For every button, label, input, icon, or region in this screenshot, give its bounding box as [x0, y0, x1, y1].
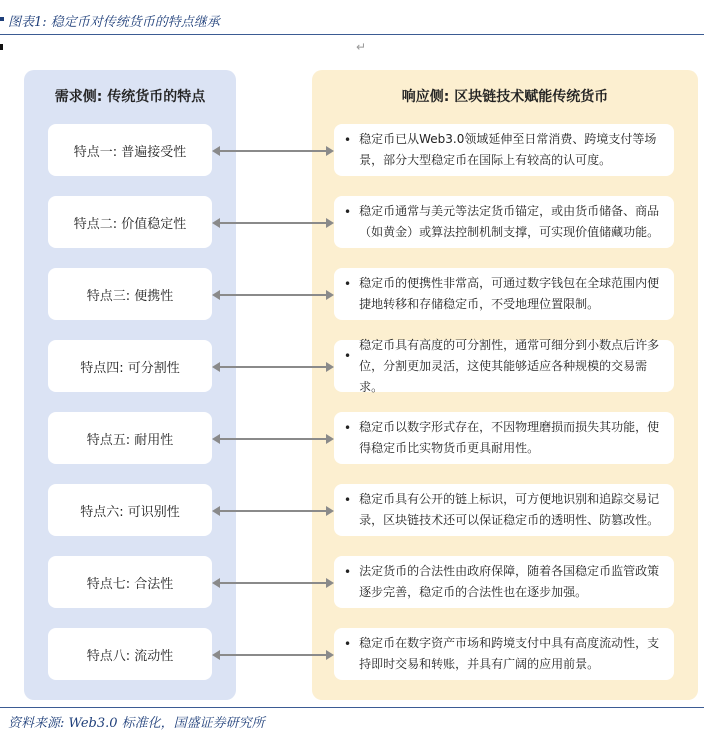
double-arrow [212, 433, 334, 445]
description-box [334, 337, 674, 394]
feature-box: 特点一: 普遍接受性 [48, 124, 212, 176]
double-arrow [212, 361, 334, 373]
feature-box: 特点七: 合法性 [48, 556, 212, 608]
double-arrow [212, 289, 334, 301]
description-box [334, 124, 674, 176]
double-arrow [212, 577, 334, 589]
top-rule [0, 34, 704, 35]
description-box [334, 628, 674, 680]
bullet-icon: • [344, 205, 352, 219]
description-box [334, 484, 674, 536]
bullet-icon: • [344, 565, 352, 579]
bullet-icon: • [344, 277, 352, 291]
description-text: 法定货币的合法性由政府保障，随着各国稳定币监管政策逐步完善，稳定币的合法性也在逐步加强。 [359, 564, 660, 599]
response-side-title: 响应侧: 区块链技术赋能传统货币 [401, 89, 609, 105]
margin-mark [0, 44, 3, 50]
bullet-icon: • [344, 493, 352, 507]
feature-box: 特点四: 可分割性 [48, 340, 212, 392]
bullet-icon: • [344, 349, 352, 363]
demand-side-title: 需求侧: 传统货币的特点 [54, 89, 206, 105]
feature-box: 特点三: 便携性 [48, 268, 212, 320]
feature-box: 特点五: 耐用性 [48, 412, 212, 464]
description-text: 稳定币通常与美元等法定货币锚定，或由货币储备、商品（如黄金）或算法控制机制支撑，可实现价值储藏功能。 [359, 204, 660, 239]
description-text: 稳定币以数字形式存在，不因物理磨损而损失其功能，使得稳定币比实物货币更具耐用性。 [359, 420, 660, 455]
description-text: 稳定币在数字资产市场和跨境支付中具有高度流动性，支持即时交易和转账，并具有广阔的应用前景。 [359, 636, 660, 671]
double-arrow [212, 217, 334, 229]
footer-rule [0, 707, 704, 708]
bullet-icon: • [344, 637, 352, 651]
double-arrow [212, 145, 334, 157]
description-box [334, 412, 674, 464]
description-text: 稳定币具有公开的链上标识，可方便地识别和追踪交易记录，区块链技术还可以保证稳定币的透明性、防篡改性。 [359, 492, 660, 527]
feature-box: 特点六: 可识别性 [48, 484, 212, 536]
description-text: 稳定币已从Web3.0领域延伸至日常消费、跨境支付等场景，部分大型稳定币在国际上有较高的认可度。 [359, 132, 657, 167]
description-box [334, 556, 674, 608]
description-box [334, 268, 674, 320]
figure-caption: 图表1: 稳定币对传统货币的特点继承 [8, 15, 220, 30]
bullet-icon: • [344, 421, 352, 435]
description-text: 稳定币具有高度的可分割性，通常可细分到小数点后许多位，分割更加灵活，这使其能够适应各种规模的交易需求。 [359, 337, 660, 394]
double-arrow [212, 649, 334, 661]
source-note: 资料来源: Web3.0 标准化，国盛证券研究所 [8, 716, 265, 731]
description-text: 稳定币的便携性非常高，可通过数字钱包在全球范围内便捷地转移和存储稳定币，不受地理位置限制。 [359, 276, 660, 311]
caption-bullet [0, 17, 4, 21]
feature-box: 特点八: 流动性 [48, 628, 212, 680]
bullet-icon: • [344, 133, 352, 147]
feature-box: 特点二: 价值稳定性 [48, 196, 212, 248]
double-arrow [212, 505, 334, 517]
description-box [334, 196, 674, 248]
paragraph-return-icon: ↵ [356, 40, 367, 54]
